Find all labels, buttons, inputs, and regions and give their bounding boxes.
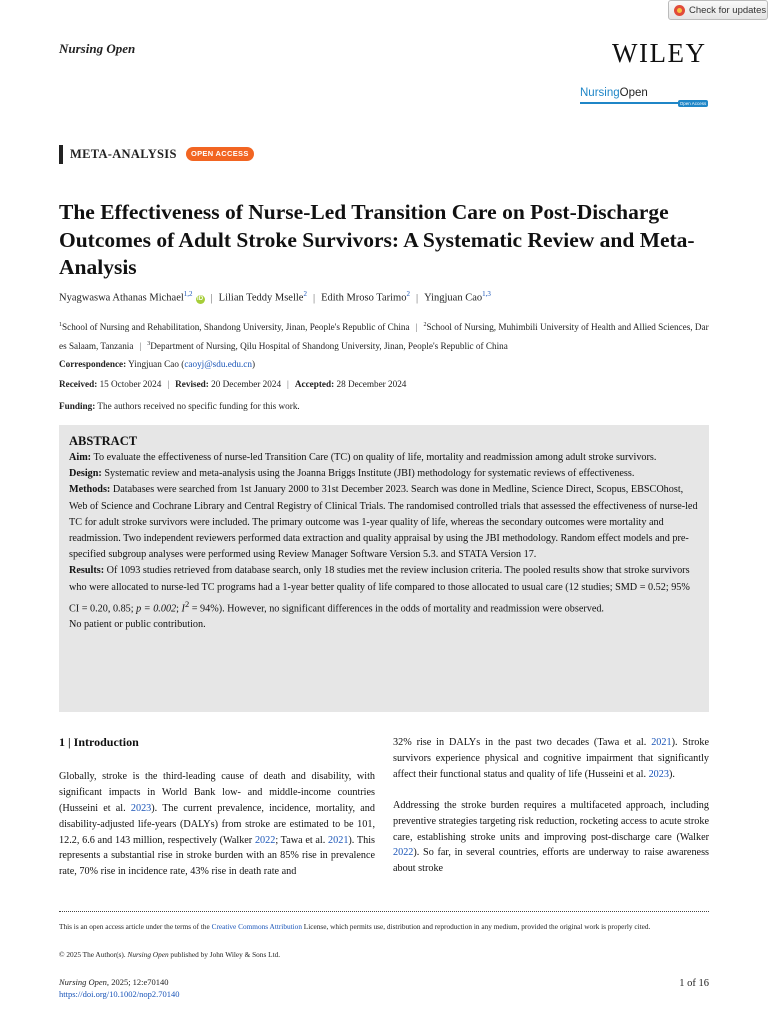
right-column [393, 735, 709, 892]
affiliation: Department of Nursing, Qilu Hospital of Shandong University, Jinan, People's Republic of China [150, 340, 508, 351]
author-affil-sup[interactable]: 1,2 [183, 290, 193, 298]
journal-header: Nursing Open [59, 41, 136, 56]
accepted-label: Accepted: [294, 379, 335, 389]
citation-link[interactable]: 2023 [648, 768, 669, 780]
received-date: 15 October 2024 [99, 379, 162, 389]
license-note: This is an open access article under the terms of the Creative Commons Attribution License, which permits use, distribution and reproduction in any medium, provided the original work is properly cited. [59, 922, 651, 931]
design-label: Design: [69, 468, 102, 480]
funding-text: The authors received no specific funding for this work. [97, 401, 300, 411]
funding [59, 398, 709, 415]
logo-part-1: Nursing [580, 87, 620, 99]
revised-date: 20 December 2024 [211, 379, 282, 389]
intro-paragraph-1: Globally, stroke is the third-leading cause of death and disability, with significant impacts in World Bank low- and middle-income countries (Husseini et al. 2023). The current prevalence, incidence, mortality, and disability-adjusted life-years (DALYs) from stroke are estimated to be 101, 12.2, 6.6 and 143 million, respectively (Walker 2022; Tawa et al. 2021). This represents a substantial rise in stroke burden with an 85% rise in prevalence rate, 70% rise in incidence rate, 43% rise in death rate and [59, 770, 375, 878]
author-name[interactable]: Lilian Teddy Mselle [218, 292, 304, 304]
author-name[interactable]: Nyagwaswa Athanas Michael [59, 292, 184, 304]
results-text-end: = 94%). However, no significant differences in the odds of mortality and readmission were observed. [189, 603, 604, 615]
cc-license-link[interactable]: Creative Commons Attribution [211, 922, 302, 931]
affiliation: School of Nursing and Rehabilitation, Shandong University, Jinan, People's Republic of China [62, 322, 410, 333]
results-label: Results: [69, 565, 105, 577]
correspondence-name: Yingjuan Cao [128, 359, 179, 369]
citation-line [59, 977, 169, 987]
author-name[interactable]: Yingjuan Cao [424, 292, 483, 304]
correspondence-email-link[interactable]: caoyj@sdu.edu.cn [184, 359, 252, 369]
abstract-methods [69, 482, 699, 563]
check-for-updates-label: Check for updates [689, 4, 767, 16]
design-text: Systematic review and meta-analysis using the Joanna Briggs Institute (JBI) methodology for systematic reviews of effectiveness. [104, 468, 635, 480]
citation-link[interactable]: 2022 [393, 847, 414, 859]
aim-text: To evaluate the effectiveness of nurse-led Transition Care (TC) on quality of life, mortality and readmission among adult stroke survivors. [93, 452, 657, 463]
footer-divider [59, 911, 709, 912]
abstract-aim [69, 450, 699, 466]
orcid-icon[interactable]: iD [197, 295, 204, 302]
author-affil-sup[interactable]: 1,3 [482, 290, 491, 298]
funding-label: Funding: [59, 401, 96, 411]
intro-paragraph-3: Addressing the stroke burden requires a multifaceted approach, including preventive strategies targeting risk reduction, rocketing access to acute stroke care, establishing stroke units and improving post-discharge care (Walker 2022). So far, in several countries, efforts are underway to raise awareness about stroke [393, 799, 709, 875]
article-type-bar [59, 145, 63, 164]
abstract-design [69, 466, 699, 482]
methods-label: Methods: [69, 484, 111, 496]
check-for-updates-button[interactable] [668, 0, 768, 20]
wiley-logo[interactable]: WILEY [612, 38, 707, 68]
author-affil-sup[interactable]: 2 [303, 290, 307, 298]
abstract-box [59, 425, 709, 712]
citation-link[interactable]: 2021 [651, 737, 672, 748]
open-access-badge: OPEN ACCESS [186, 147, 254, 161]
citation-link[interactable]: 2021 [328, 834, 349, 846]
affiliation: School of Nursing, Muhimbili University of Health and Allied Sciences, Dar es Salaam, Tanzania [59, 322, 709, 351]
article-type: META-ANALYSIS [70, 147, 177, 161]
author-list: Nyagwaswa Athanas Michael$^{1,2}$iD | Lilian Teddy Mselle$^2$ | Edith Mroso Tarimo$^2$ | Yingjuan Cao$^{1,3}$ [59, 290, 491, 304]
results-i-symbol: I [181, 603, 185, 615]
article-dates: Received: 15 October 2024 | Revised: 20 December 2024 | Accepted: 28 December 2024 [59, 379, 407, 389]
author-name[interactable]: Edith Mroso Tarimo [321, 292, 407, 304]
accepted-date: 28 December 2024 [336, 379, 407, 389]
abstract-patient: No patient or public contribution. [69, 619, 206, 631]
results-p-value: p = 0.002 [136, 603, 177, 615]
logo-open-access-badge: Open Access [679, 101, 707, 106]
article-title: The Effectiveness of Nurse-Led Transition Care on Post-Discharge Outcomes of Adult Stroke Survivors: A Systematic Review and Meta-Analysis [59, 200, 695, 279]
affiliations: $^1$School of Nursing and Rehabilitation, Shandong University, Jinan, People's Republic of China | $^2$School of Nursing, Muhimbili University of Health and Allied Sciences, Dar es Salaam, Tanzania | $^3$Department of Nursing, Qilu Hospital of Shandong University, Jinan, People's Republic of China [59, 322, 709, 351]
revised-label: Revised: [175, 379, 209, 389]
citation-volume: 2025; 12:e70140 [109, 977, 169, 987]
author-affil-sup[interactable]: 2 [406, 290, 410, 298]
intro-paragraph-2: 32% rise in DALYs in the past two decades (Tawa et al. 2021). Stroke survivors experience physical and cognitive impairment that significantly affect their functional status and quality of life (Husseini et al. 2023). [393, 737, 709, 780]
citation-link[interactable]: 2023 [130, 802, 152, 814]
logo-part-2: Open [619, 87, 648, 99]
doi-link[interactable]: https://doi.org/10.1002/nop2.70140 [59, 989, 180, 999]
abstract-results: Results: Of 1093 studies retrieved from database search, only 18 studies met the review inclusion criteria. The pooled results show that stroke survivors who were allocated to nurse-led TC programs had a 1-year better quality of life compared to those allocated to usual care (12 studies; SMD = 0.52; 95% CI = 0.20, 0.85; p = 0.002; $I^2 = 94\%$). However, no significant differences in the odds of mortality and readmission were observed. [69, 565, 690, 615]
correspondence-label: Correspondence: [59, 359, 127, 369]
aim-label: Aim: [69, 452, 92, 463]
copyright-note: © 2025 The Author(s). Nursing Open published by John Wiley & Sons Ltd. [59, 950, 281, 959]
left-column [59, 735, 375, 895]
citation-journal: Nursing Open, [59, 977, 110, 987]
received-label: Received: [59, 379, 98, 389]
section-heading: 1 | Introduction [59, 735, 139, 749]
abstract-heading: ABSTRACT [69, 434, 138, 448]
results-text: Of 1093 studies retrieved from database search, only 18 studies met the review inclusion criteria. The pooled results show that stroke survivors who were allocated to nurse-led TC programs had a 1-year better quality of life compared to those allocated to usual care (12 studies; SMD = 0.52; 95% CI = 0.20, 0.85; [69, 565, 690, 615]
correspondence: Correspondence: Yingjuan Cao (caoyj@sdu.edu.cn) [59, 359, 256, 369]
crossmark-icon [674, 5, 685, 16]
methods-text: Databases were searched from 1st January 2000 to 31st December 2023. Search was done in Medline, Science Direct, Scopus, EBSCOhost, Web of Science and Cochrane Library and Central Registry of Clinical Trials. The randomised controlled trials that assessed the effectiveness of nurse-led TC for adult stroke survivors were included. The primary outcome was 1-year quality of life, whereas the secondary outcomes were mortality and readmission. Two independent reviewers performed data extraction and quality appraisal by using the JBI methodology. Random effect models and pre-specified subgroup analyses were performed using Review Manager Software Version 5.3. and STATA Version 17. [69, 484, 698, 561]
citation-link[interactable]: 2022 [254, 834, 276, 846]
page-number: 1 of 16 [679, 978, 709, 989]
nursing-open-logo[interactable] [580, 87, 648, 99]
